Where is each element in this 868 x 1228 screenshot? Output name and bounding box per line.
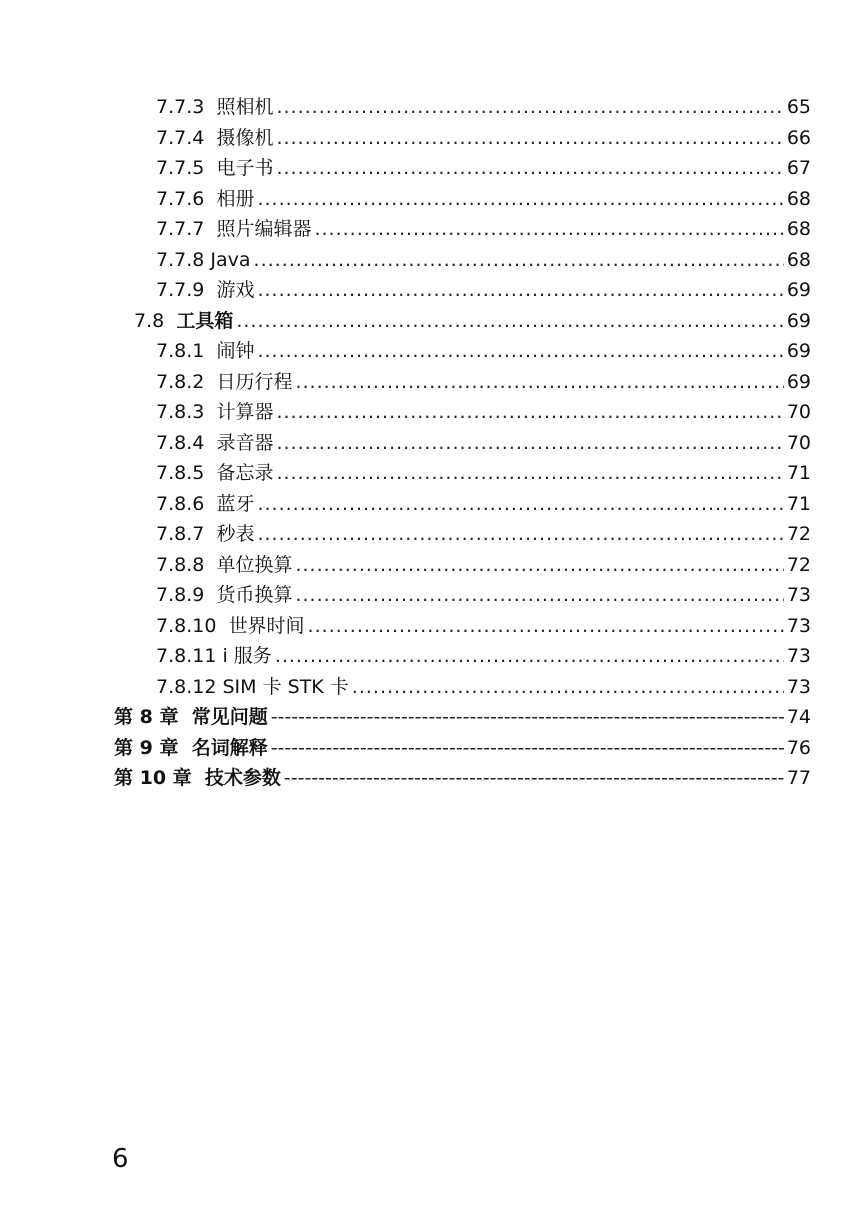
toc-entry-title: i 服务: [222, 645, 272, 667]
toc-entry-page: 69: [786, 279, 811, 301]
toc-entry-line: [114, 735, 811, 761]
toc-entry-number: 7.8.8: [156, 553, 205, 576]
toc-entry-line: [156, 552, 811, 578]
toc-entry-line: [156, 582, 811, 608]
toc-entry-page: 69: [786, 340, 811, 362]
toc-entry-gap: [204, 155, 216, 181]
toc-entry-number: 7.8.9: [156, 584, 205, 606]
toc-entry[interactable]: [0, 275, 868, 306]
toc-entry-page: 76: [786, 736, 811, 759]
toc-entry[interactable]: [0, 489, 868, 520]
toc-entry-gap: [178, 704, 191, 730]
toc-entry-number: 7.7.9: [156, 279, 205, 301]
toc-entry-line: [156, 125, 811, 151]
toc-entry[interactable]: [0, 672, 868, 703]
toc-entry-line: [156, 216, 811, 242]
toc-leader: [276, 94, 783, 120]
toc-entry-page: 68: [786, 248, 811, 271]
toc-entry-number: 7.8: [134, 309, 165, 332]
toc-entry-title: 蓝牙: [216, 492, 255, 515]
toc-leader: [271, 735, 784, 761]
toc-entry-gap: [204, 216, 216, 242]
toc-entry[interactable]: [0, 92, 868, 123]
toc-entry-gap: [204, 338, 216, 364]
toc-entry-number: 7.8.1: [156, 340, 205, 362]
toc-entry-title: 录音器: [216, 431, 274, 454]
toc-entry-number: 7.8.2: [156, 370, 205, 393]
toc-entry-number: 第 9 章: [114, 736, 179, 759]
toc-entry[interactable]: [0, 611, 868, 642]
toc-entry-title: 照相机: [216, 96, 274, 118]
toc-entry-line: [156, 369, 811, 395]
toc-entry[interactable]: [0, 428, 868, 459]
toc-leader: [271, 704, 784, 730]
toc-entry-page: 68: [786, 218, 811, 240]
toc-entry[interactable]: [0, 580, 868, 611]
toc-leader: [276, 430, 783, 456]
toc-entry-gap: [178, 735, 191, 761]
toc-entry[interactable]: [0, 245, 868, 276]
toc-entry-line: [156, 460, 811, 486]
toc-entry-title: 日历行程: [216, 370, 293, 393]
toc-leader: [236, 308, 783, 334]
toc-entry[interactable]: [0, 702, 868, 733]
toc-leader: [352, 674, 784, 700]
toc-leader: [308, 613, 784, 639]
toc-entry-page: 69: [786, 370, 811, 393]
toc-entry-number: 7.7.7: [156, 218, 205, 240]
toc-entry-title: 相册: [216, 187, 255, 210]
toc-entry-gap: [204, 186, 216, 212]
toc-entry[interactable]: [0, 184, 868, 215]
toc-entry-gap: [204, 277, 216, 303]
toc-entry-title: 技术参数: [204, 767, 281, 789]
toc-entry-line: [134, 308, 811, 334]
toc-entry[interactable]: [0, 306, 868, 337]
toc-entry-line: [156, 186, 811, 212]
toc-entry-title: 工具箱: [176, 309, 234, 332]
toc-entry[interactable]: [0, 397, 868, 428]
page-number: 6: [112, 1144, 129, 1174]
toc-entry-page: 73: [786, 645, 811, 667]
toc-entry-number: 7.8.7: [156, 523, 205, 545]
toc-entry-title: 闹钟: [216, 340, 255, 362]
toc-entry-page: 71: [786, 462, 811, 484]
toc-entry-number: 7.8.3: [156, 401, 205, 423]
toc-entry-line: [156, 247, 811, 273]
toc-entry-page: 73: [786, 675, 811, 698]
toc-entry[interactable]: [0, 367, 868, 398]
toc-entry-title: 名词解释: [191, 736, 268, 759]
toc-entry-number: 7.8.11: [156, 645, 217, 667]
toc-entry-gap: [204, 582, 216, 608]
toc-entry-line: [156, 674, 811, 700]
toc-entry[interactable]: [0, 153, 868, 184]
toc-leader: [276, 399, 783, 425]
toc-entry-page: 71: [786, 492, 811, 515]
toc-leader: [257, 186, 783, 212]
toc-entry[interactable]: [0, 519, 868, 550]
toc-leader: [284, 765, 784, 791]
toc-entry-line: [114, 704, 811, 730]
toc-entry-title: 备忘录: [216, 462, 274, 484]
toc-entry[interactable]: [0, 763, 868, 794]
toc-entry-page: 77: [786, 767, 811, 789]
toc-entry-line: [156, 338, 811, 364]
toc-entry-gap: [204, 552, 216, 578]
toc-entry-gap: [204, 399, 216, 425]
toc-entry-title: 世界时间: [228, 614, 305, 637]
table-of-contents: [0, 92, 868, 794]
toc-entry-number: 第 10 章: [114, 767, 192, 789]
toc-entry[interactable]: [0, 214, 868, 245]
toc-entry-number: 7.8.5: [156, 462, 205, 484]
toc-leader: [295, 582, 783, 608]
toc-entry-page: 65: [786, 96, 811, 118]
toc-entry-title: 常见问题: [191, 706, 268, 728]
toc-entry-title: 电子书: [216, 157, 274, 179]
toc-entry-line: [156, 521, 811, 547]
toc-entry-line: [156, 613, 811, 639]
toc-leader: [254, 247, 784, 273]
toc-entry-number: 7.7.8: [156, 248, 205, 271]
toc-entry-page: 70: [786, 401, 811, 423]
toc-entry-line: [156, 155, 811, 181]
toc-entry-gap: [192, 765, 205, 791]
toc-entry[interactable]: [0, 550, 868, 581]
toc-entry-line: [156, 643, 811, 669]
toc-entry-title: 游戏: [216, 279, 255, 301]
toc-entry-title: Java: [210, 248, 251, 271]
toc-entry-number: 7.8.12: [156, 675, 217, 698]
toc-entry-gap: [204, 94, 216, 120]
toc-entry-page: 73: [786, 614, 811, 637]
toc-entry-number: 7.7.6: [156, 187, 205, 210]
toc-entry-page: 68: [786, 187, 811, 210]
toc-entry-page: 72: [786, 523, 811, 545]
toc-entry-number: 7.7.4: [156, 126, 205, 149]
toc-leader: [257, 521, 783, 547]
toc-entry-page: 73: [786, 584, 811, 606]
toc-leader: [257, 338, 783, 364]
toc-entry-page: 69: [786, 309, 811, 332]
toc-entry-gap: [216, 613, 228, 639]
toc-entry-gap: [204, 430, 216, 456]
toc-leader: [257, 491, 783, 517]
toc-entry-page: 74: [786, 706, 811, 728]
toc-entry-gap: [204, 460, 216, 486]
toc-entry-title: SIM 卡 STK 卡: [222, 675, 349, 698]
toc-entry-page: 67: [786, 157, 811, 179]
toc-entry[interactable]: [0, 336, 868, 367]
toc-entry-title: 摄像机: [216, 126, 274, 149]
toc-leader: [314, 216, 783, 242]
toc-entry-line: [156, 94, 811, 120]
toc-entry-number: 7.8.10: [156, 614, 217, 637]
toc-entry-page: 72: [786, 553, 811, 576]
toc-entry-line: [156, 491, 811, 517]
toc-entry-gap: [204, 125, 216, 151]
toc-entry-title: 计算器: [216, 401, 274, 423]
toc-entry-title: 单位换算: [216, 553, 293, 576]
toc-entry-number: 7.8.6: [156, 492, 205, 515]
toc-entry-gap: [204, 369, 216, 395]
toc-entry-line: [114, 765, 811, 791]
toc-entry[interactable]: [0, 733, 868, 764]
toc-entry-line: [156, 399, 811, 425]
toc-entry-line: [156, 430, 811, 456]
toc-entry-number: 7.8.4: [156, 431, 205, 454]
toc-leader: [275, 643, 784, 669]
toc-entry[interactable]: [0, 641, 868, 672]
toc-entry-line: [156, 277, 811, 303]
toc-entry-number: 7.7.3: [156, 96, 205, 118]
toc-entry-number: 第 8 章: [114, 706, 179, 728]
toc-entry-title: 照片编辑器: [216, 218, 312, 240]
toc-entry-page: 70: [786, 431, 811, 454]
toc-entry[interactable]: [0, 458, 868, 489]
toc-leader: [257, 277, 783, 303]
toc-leader: [276, 125, 783, 151]
toc-leader: [295, 369, 783, 395]
toc-entry-title: 秒表: [216, 523, 255, 545]
toc-leader: [276, 155, 783, 181]
toc-leader: [295, 552, 783, 578]
toc-entry-gap: [204, 491, 216, 517]
toc-entry-page: 66: [786, 126, 811, 149]
toc-entry[interactable]: [0, 123, 868, 154]
toc-entry-number: 7.7.5: [156, 157, 205, 179]
toc-entry-title: 货币换算: [216, 584, 293, 606]
toc-entry-gap: [204, 521, 216, 547]
toc-leader: [276, 460, 783, 486]
toc-entry-gap: [164, 308, 176, 334]
